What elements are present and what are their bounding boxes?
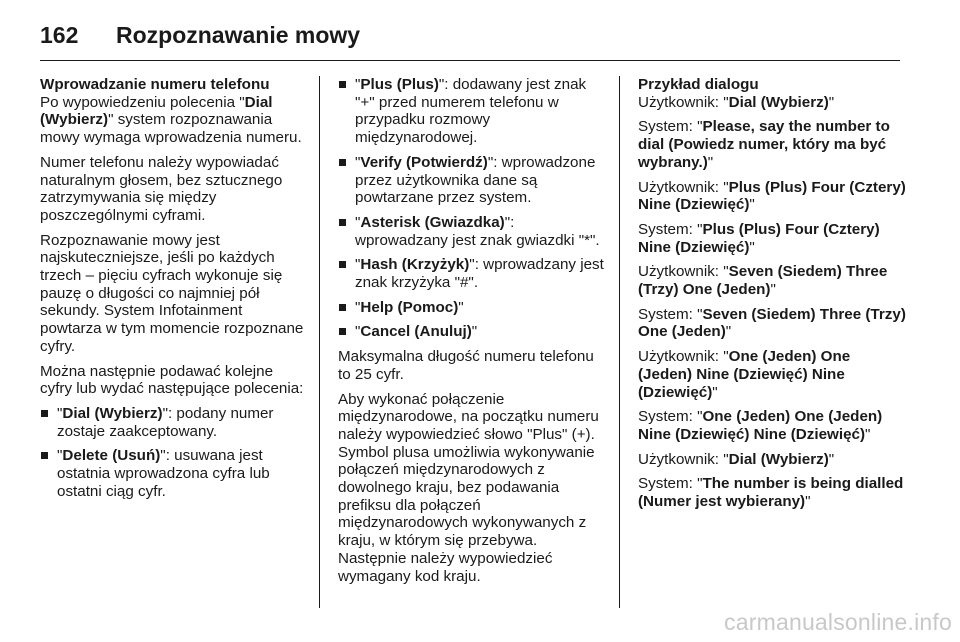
- speaker: Użytkownik: ": [638, 450, 729, 468]
- text: ": wprowadzany jest znak krzyżyka "#".: [355, 256, 604, 292]
- spoken-text: The number is being dialled (Numer jest wybierany): [638, 475, 904, 511]
- paragraph: Aby wykonać połączenie międzynarodowe, na początku numeru należy wypowiedzieć słowo "Plus" (+). Symbol plusa umożliwia wykonywanie połączeń międzynarodowych z dowolnego kraju, bez podawania prefiksu dla połączeń międzynarodowych wykonywanych z kraju, w którym się przebywa. Następnie należy wypowiedzieć wymagany kod kraju.: [338, 390, 599, 585]
- text: ": wprowadzone przez użytkownika dane są powtarzane przez system.: [355, 153, 596, 207]
- spoken-text: Seven (Siedem) Three (Trzy) One (Jeden): [638, 263, 888, 299]
- command-list: [40, 405, 308, 501]
- column-3: [638, 76, 908, 518]
- speaker: System: ": [638, 305, 703, 323]
- text: ": podany numer zostaje zaakceptowany.: [57, 404, 274, 440]
- list-item: "Verify (Potwierdź)": wprowadzone przez użytkownika dane są powtarzane przez system.: [338, 154, 608, 207]
- text: ": dodawany jest znak "+" przed numerem telefonu w przypadku rozmowy międzynarodowej.: [355, 76, 587, 147]
- command-text: Verify (Potwierdź): [360, 153, 488, 171]
- paragraph: Rozpoznawanie mowy jest najskuteczniejsze, jeśli po każdych trzech – pięciu cyfrach wykonuje się pauzę o długości co najmniej pół sekundy. System Infotainment powtarza w tym momencie rozpoznane cyfry.: [40, 231, 304, 355]
- command-text: Cancel (Anuluj): [360, 323, 472, 341]
- list-item: "Delete (Usuń)": usuwana jest ostatnia wprowadzona cyfra lub ostatni ciąg cyfr.: [40, 447, 308, 500]
- dialog-line: [638, 475, 908, 510]
- text: Po wypowiedzeniu polecenia ": [40, 93, 245, 111]
- text: ": wprowadzany jest znak gwiazdki "*".: [355, 213, 600, 249]
- speaker: Użytkownik: ": [638, 348, 729, 366]
- speaker: System: ": [638, 408, 703, 426]
- dialog-line: [638, 408, 908, 443]
- command-text: Asterisk (Gwiazdka): [360, 213, 505, 231]
- spoken-text: Please, say the number to dial (Powiedz numer, który ma być wybrany.): [638, 118, 890, 171]
- speaker: Użytkownik: ": [638, 178, 729, 196]
- dialog-line: [638, 263, 908, 298]
- watermark: carmanualsonline.info: [724, 609, 952, 635]
- dialog-line: [638, 221, 908, 256]
- text: ": [805, 493, 811, 511]
- list-item: "Plus (Plus)": dodawany jest znak "+" przed numerem telefonu w przypadku rozmowy międzynarodowej.: [338, 76, 608, 147]
- text: ": [749, 238, 755, 256]
- spoken-text: One (Jeden) One (Jeden) Nine (Dziewięć) Nine (Dziewięć): [638, 348, 851, 401]
- spoken-text: Plus (Plus) Four (Cztery) Nine (Dziewięć): [638, 178, 906, 214]
- page-title: Rozpoznawanie mowy: [116, 21, 361, 48]
- speaker: Użytkownik: ": [638, 263, 729, 281]
- text: ": [458, 298, 464, 316]
- command-text: Dial (Wybierz): [62, 404, 163, 422]
- speaker: System: ": [638, 118, 703, 136]
- spoken-text: One (Jeden) One (Jeden) Nine (Dziewięć) Nine (Dziewięć): [638, 408, 883, 443]
- command-text: Help (Pomoc): [360, 298, 459, 316]
- list-item: "Cancel (Anuluj)": [338, 323, 608, 341]
- command-text: Plus (Plus): [360, 76, 439, 93]
- text: ": [712, 383, 718, 401]
- paragraph: [40, 94, 308, 147]
- dialog-line: [638, 94, 908, 112]
- paragraph: Numer telefonu należy wypowiadać naturalnym głosem, bez sztucznego zatrzymywania się między poszczególnymi cyframi.: [40, 153, 283, 224]
- column-2: [338, 76, 608, 592]
- spoken-text: Dial (Wybierz): [728, 93, 829, 111]
- paragraph: Można następnie podawać kolejne cyfry lub wydać następujące polecenia:: [40, 362, 304, 398]
- command-text: Hash (Krzyżyk): [360, 256, 470, 274]
- text: ": [725, 323, 732, 341]
- text: ": [471, 323, 478, 341]
- text: ": [865, 425, 871, 443]
- section-heading: Przykład dialogu: [638, 76, 759, 93]
- column-divider: [619, 76, 620, 608]
- speaker: System: ": [638, 475, 703, 493]
- dialog-line: [638, 306, 908, 341]
- spoken-text: Plus (Plus) Four (Cztery) Nine (Dziewięć): [638, 220, 880, 256]
- command-text: Delete (Usuń): [62, 447, 161, 465]
- text: ": [828, 93, 835, 111]
- dialog-line: [638, 118, 908, 171]
- paragraph: Maksymalna długość numeru telefonu to 25 cyfr.: [338, 348, 594, 383]
- list-item: "Asterisk (Gwiazdka)": wprowadzany jest znak gwiazdki "*".: [338, 214, 608, 249]
- text: ": [749, 196, 755, 214]
- page-header: [40, 16, 900, 54]
- text: " system rozpoznawania mowy wymaga wprowadzenia numeru.: [40, 111, 302, 147]
- speaker: Użytkownik: ": [638, 93, 729, 111]
- column-divider: [319, 76, 320, 608]
- command-list: [338, 76, 608, 341]
- text: ": [828, 450, 835, 468]
- header-rule: [40, 60, 900, 61]
- command-text: Dial (Wybierz): [40, 93, 273, 129]
- column-1: [40, 76, 308, 507]
- dialog-line: [638, 179, 908, 214]
- list-item: "Help (Pomoc)": [338, 299, 608, 317]
- spoken-text: Dial (Wybierz): [728, 450, 829, 468]
- list-item: "Dial (Wybierz)": podany numer zostaje zaakceptowany.: [40, 405, 308, 440]
- list-item: "Hash (Krzyżyk)": wprowadzany jest znak krzyżyka "#".: [338, 256, 608, 291]
- speaker: System: ": [638, 220, 703, 238]
- text: ": usuwana jest ostatnia wprowadzona cyfra lub ostatni ciąg cyfr.: [57, 447, 270, 500]
- dialog-line: [638, 348, 908, 401]
- dialog-line: [638, 451, 908, 469]
- spoken-text: Seven (Siedem) Three (Trzy) One (Jeden): [638, 305, 906, 341]
- text: ": [707, 153, 714, 171]
- page-number: 162: [40, 21, 79, 48]
- section-heading: Wprowadzanie numeru telefonu: [40, 76, 270, 93]
- text: ": [770, 281, 776, 299]
